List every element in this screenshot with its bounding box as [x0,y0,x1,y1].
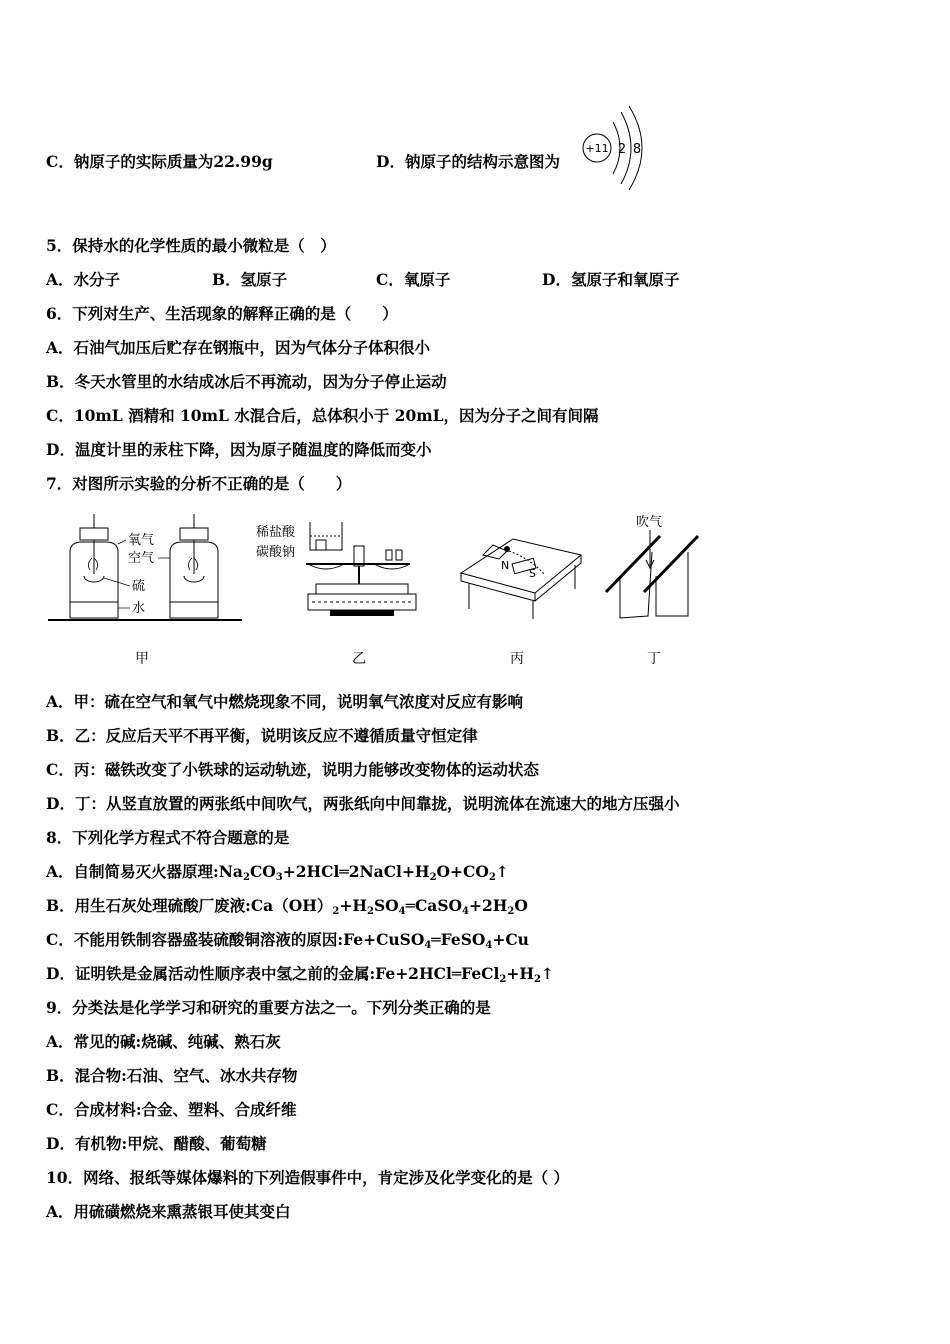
q7-option-a: A．甲：硫在空气和氧气中燃烧现象不同，说明氧气浓度对反应有影响 [46,692,524,711]
q6-option-a: A．石油气加压后贮存在钢瓶中，因为气体分子体积很小 [46,338,431,357]
label-sulfur: 硫 [132,579,146,594]
q6-option-b: B．冬天水管里的水结成冰后不再流动，因为分子停止运动 [46,372,447,391]
figure-jia [46,512,246,627]
q5-option-b: B．氢原子 [212,270,288,289]
q10-option-a: A．用硫磺燃烧来熏蒸银耳使其变白 [46,1202,291,1221]
caption-jia: 甲 [135,651,149,667]
nucleus-charge: +11 [585,142,609,155]
q4-option-c: C．钠原子的实际质量为22.99g [46,152,273,171]
q9-stem: 9．分类法是化学学习和研究的重要方法之一。下列分类正确的是 [46,998,491,1017]
q7-option-b: B．乙：反应后天平不再平衡，说明该反应不遵循质量守恒定律 [46,726,478,745]
figure-bing [455,515,585,620]
q8-option-d: D．证明铁是金属活动性顺序表中氢之前的金属$:Fe+2HCl═FeCl_2+H_2↑$ [46,964,554,985]
q4-option-d: D．钠原子的结构示意图为 [376,152,560,171]
q6-stem: 6．下列对生产、生活现象的解释正确的是（ ） [46,304,398,323]
q8-stem: 8．下列化学方程式不符合题意的是 [46,828,290,847]
shell-1-electrons: 2 [617,142,627,157]
q8-option-a: A．自制简易灭火器原理$:Na_2CO_3+2HCl═2NaCl+H_2O+CO_2↑$ [46,862,509,883]
label-blow-air: 吹气 [636,515,663,530]
label-sodium-carbonate: 碳酸钠 [256,545,296,560]
q7-option-c: C．丙：磁铁改变了小铁球的运动轨迹，说明力能够改变物体的运动状态 [46,760,539,779]
q8-option-b: B．用生石灰处理硫酸厂废液$:Ca(OH)_2+H_2SO_4═CaSO_4+2H_2O$ [46,896,528,917]
magnet-n: N [501,559,510,572]
q5-option-a: A．水分子 [46,270,121,289]
caption-yi: 乙 [352,651,366,667]
sodium-atom-diagram [575,100,655,190]
q9-option-d: D．有机物:甲烷、醋酸、葡萄糖 [46,1134,267,1153]
shell-2-electrons: 8 [632,142,642,157]
figure-yi [250,512,430,627]
q8-option-c: C．不能用铁制容器盛装硫酸铜溶液的原因:Fe+CuSO$_4$═FeSO$_4$+Cu [46,930,529,951]
q6-option-d: D．温度计里的汞柱下降，因为原子随温度的降低而变小 [46,440,432,459]
q6-option-c: C．10mL 酒精和 10mL 水混合后，总体积小于 20mL，因为分子之间有间隔 [46,406,599,425]
magnet-s: S [529,567,536,580]
label-oxygen: 氧气 [128,533,155,548]
label-air: 空气 [128,551,155,566]
caption-bing: 丙 [510,651,524,667]
q9-option-b: B．混合物:石油、空气、冰水共存物 [46,1066,298,1085]
q7-option-d: D．丁：从竖直放置的两张纸中间吹气，两张纸向中间靠拢，说明流体在流速大的地方压强小 [46,794,680,813]
caption-ding: 丁 [647,651,661,667]
q9-option-c: C．合成材料:合金、塑料、合成纤维 [46,1100,297,1119]
label-water: 水 [132,601,146,616]
figure-ding [598,512,708,627]
q5-option-c: C．氧原子 [376,270,451,289]
label-dilute-hcl: 稀盐酸 [256,525,296,540]
q10-stem: 10．网络、报纸等媒体爆料的下列造假事件中，肯定涉及化学变化的是（ ） [46,1168,569,1187]
q5-option-d: D．氢原子和氧原子 [542,270,680,289]
q5-stem: 5．保持水的化学性质的最小微粒是（ ） [46,236,336,255]
q9-option-a: A．常见的碱:烧碱、纯碱、熟石灰 [46,1032,281,1051]
q7-stem: 7．对图所示实验的分析不正确的是（ ） [46,474,352,493]
